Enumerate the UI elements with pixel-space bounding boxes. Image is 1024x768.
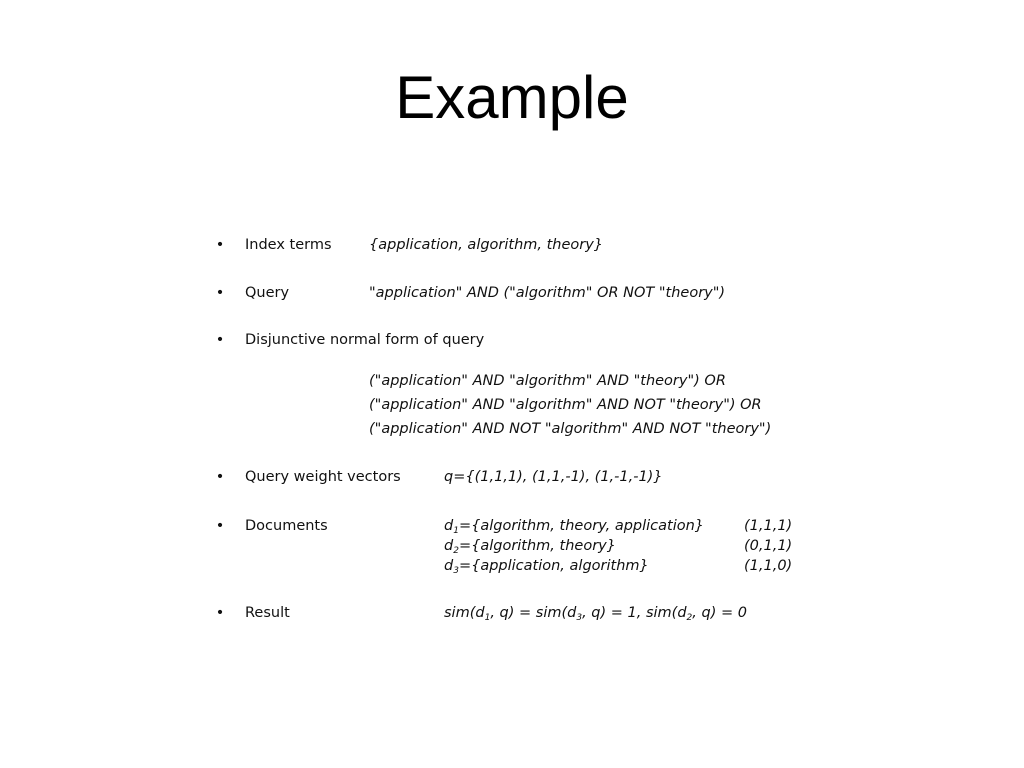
query-value: "application" AND ("algorithm" OR NOT "theory") [369, 285, 726, 301]
bullet-icon: • [215, 469, 225, 485]
query-label: Query [245, 285, 290, 301]
document-d3: $d_3=\{application$, algorithm} [444, 558, 649, 576]
bullet-icon: • [215, 237, 225, 253]
bullet-icon: • [215, 518, 225, 534]
index-terms-value: {application, algorithm, theory} [369, 237, 604, 253]
bullet-icon: • [215, 332, 225, 348]
document-d1: $d_1=\{algorithm$, theory, application} [444, 518, 705, 536]
document-d2: $d_2=\{algorithm$, theory} [444, 538, 616, 556]
document-d3-vector: (1,1,0) [744, 558, 793, 574]
result-value: $sim(d_1$, $q) = sim(d_3$, q) = 1, $sim(d_2$, q) = 0 [444, 605, 747, 623]
dnf-line-2: ("application" AND "algorithm" AND NOT "theory") OR [369, 397, 762, 413]
dnf-line-1: ("application" AND "algorithm" AND "theory") OR [369, 373, 726, 389]
weights-label: Query weight vectors [245, 469, 401, 485]
documents-label: Documents [245, 518, 328, 534]
index-terms-label: Index terms [245, 237, 332, 253]
document-d2-vector: (0,1,1) [744, 538, 793, 554]
document-d1-vector: (1,1,1) [744, 518, 793, 534]
bullet-icon: • [215, 605, 225, 621]
dnf-label: Disjunctive normal form of query [245, 332, 485, 348]
bullet-icon: • [215, 285, 225, 301]
dnf-line-3: ("application" AND NOT "algorithm" AND NOT "theory") [369, 421, 772, 437]
result-label: Result [245, 605, 290, 621]
slide-title: Example [395, 64, 629, 131]
weights-value: q={(1,1,1), (1,1,-1), (1,-1,-1)} [444, 469, 663, 485]
